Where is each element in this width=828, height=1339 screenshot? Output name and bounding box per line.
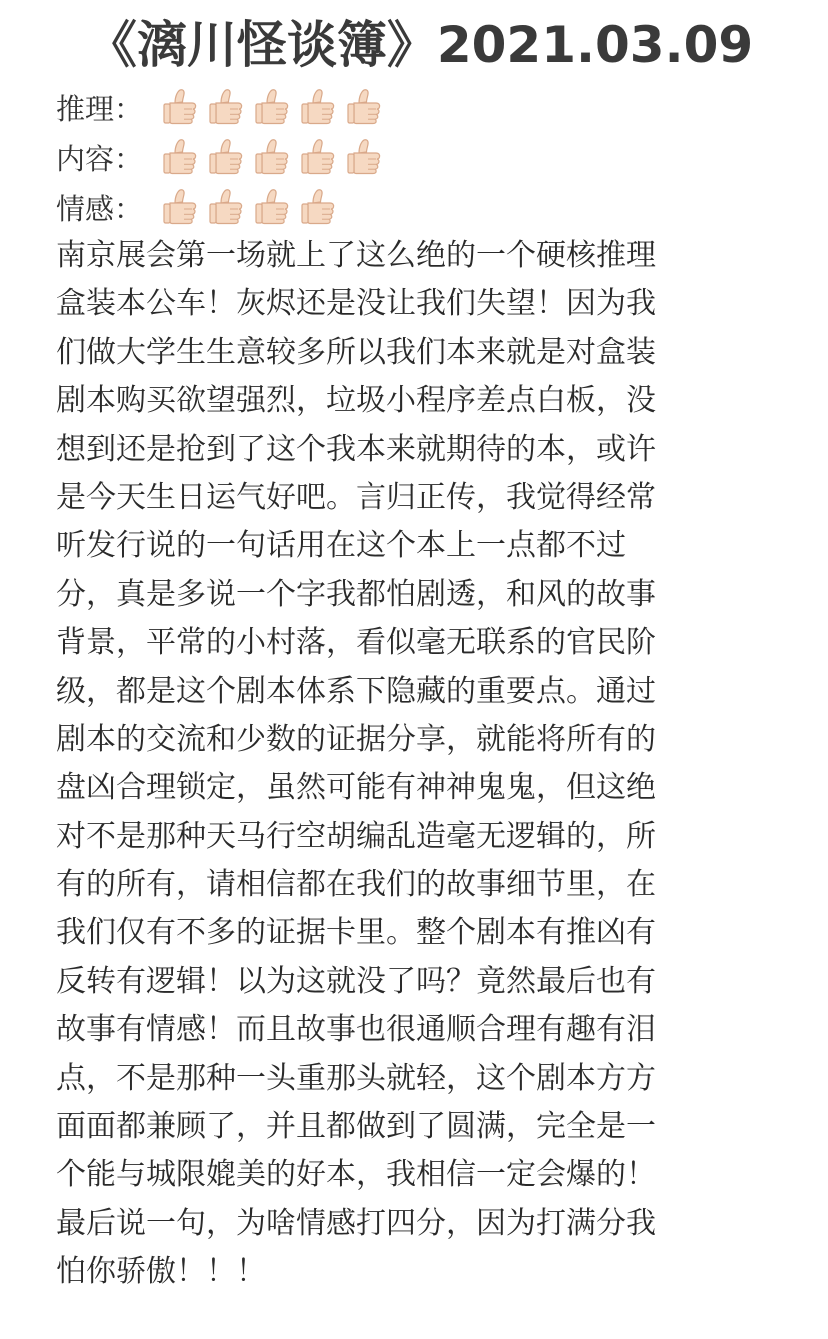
thumbs-up-icon [206, 87, 246, 127]
body-line: 最后说一句，为啥情感打四分，因为打满分我 [56, 1205, 656, 1241]
thumbs-up-icon [298, 137, 338, 177]
rating-row-content [56, 132, 776, 182]
thumbs-up-icon [344, 137, 384, 177]
rating-row-emotion [56, 182, 776, 232]
body-line: 听发行说的一句话用在这个本上一点都不过 [56, 528, 626, 564]
thumbs-up-icon [160, 137, 200, 177]
rating-thumbs [160, 87, 390, 127]
rating-row-reasoning [56, 82, 776, 132]
body-line: 们做大学生生意较多所以我们本来就是对盒装 [56, 334, 656, 370]
review-body [56, 232, 756, 1297]
thumbs-up-icon [160, 187, 200, 227]
thumbs-up-icon [160, 87, 200, 127]
body-line: 背景，平常的小村落，看似毫无联系的官民阶 [56, 625, 656, 661]
rating-label: 内容： [56, 141, 144, 176]
body-line: 面面都兼顾了，并且都做到了圆满，完全是一 [56, 1109, 656, 1145]
rating-thumbs [160, 187, 344, 227]
body-line: 剧本的交流和少数的证据分享，就能将所有的 [56, 721, 656, 757]
body-line: 有的所有，请相信都在我们的故事细节里，在 [56, 867, 656, 903]
body-line: 南京展会第一场就上了这么绝的一个硬核推理 [56, 238, 656, 273]
body-line: 级，都是这个剧本体系下隐藏的重要点。通过 [56, 673, 656, 709]
body-line: 盘凶合理锁定，虽然可能有神神鬼鬼，但这绝 [56, 770, 656, 806]
rating-label: 情感： [56, 191, 144, 226]
body-line: 是今天生日运气好吧。言归正传，我觉得经常 [56, 479, 656, 515]
rating-thumbs [160, 137, 390, 177]
body-line: 反转有逻辑！以为这就没了吗？竟然最后也有 [56, 963, 656, 999]
ratings-block [56, 82, 776, 232]
thumbs-up-icon [252, 187, 292, 227]
thumbs-up-icon [252, 137, 292, 177]
body-line: 故事有情感！而且故事也很通顺合理有趣有泪 [56, 1012, 656, 1048]
thumbs-up-icon [252, 87, 292, 127]
body-line: 对不是那种天马行空胡编乱造毫无逻辑的，所 [56, 818, 656, 854]
thumbs-up-icon [298, 187, 338, 227]
body-line: 我们仅有不多的证据卡里。整个剧本有推凶有 [56, 915, 656, 951]
body-line: 剧本购买欲望强烈，垃圾小程序差点白板，没 [56, 383, 656, 419]
thumbs-up-icon [344, 87, 384, 127]
review-title: 《漓川怪谈簿》2021.03.09 [86, 16, 754, 74]
body-line: 怕你骄傲！！！ [56, 1254, 266, 1290]
thumbs-up-icon [206, 137, 246, 177]
body-line: 盒装本公车！灰烬还是没让我们失望！因为我 [56, 286, 656, 322]
thumbs-up-icon [298, 87, 338, 127]
body-line: 想到还是抢到了这个我本来就期待的本，或许 [56, 431, 656, 467]
rating-label: 推理： [56, 91, 144, 126]
body-line: 分，真是多说一个字我都怕剧透，和风的故事 [56, 576, 656, 612]
thumbs-up-icon [206, 187, 246, 227]
body-line: 点，不是那种一头重那头就轻，这个剧本方方 [56, 1060, 656, 1096]
body-line: 个能与城限媲美的好本，我相信一定会爆的！ [56, 1157, 656, 1193]
